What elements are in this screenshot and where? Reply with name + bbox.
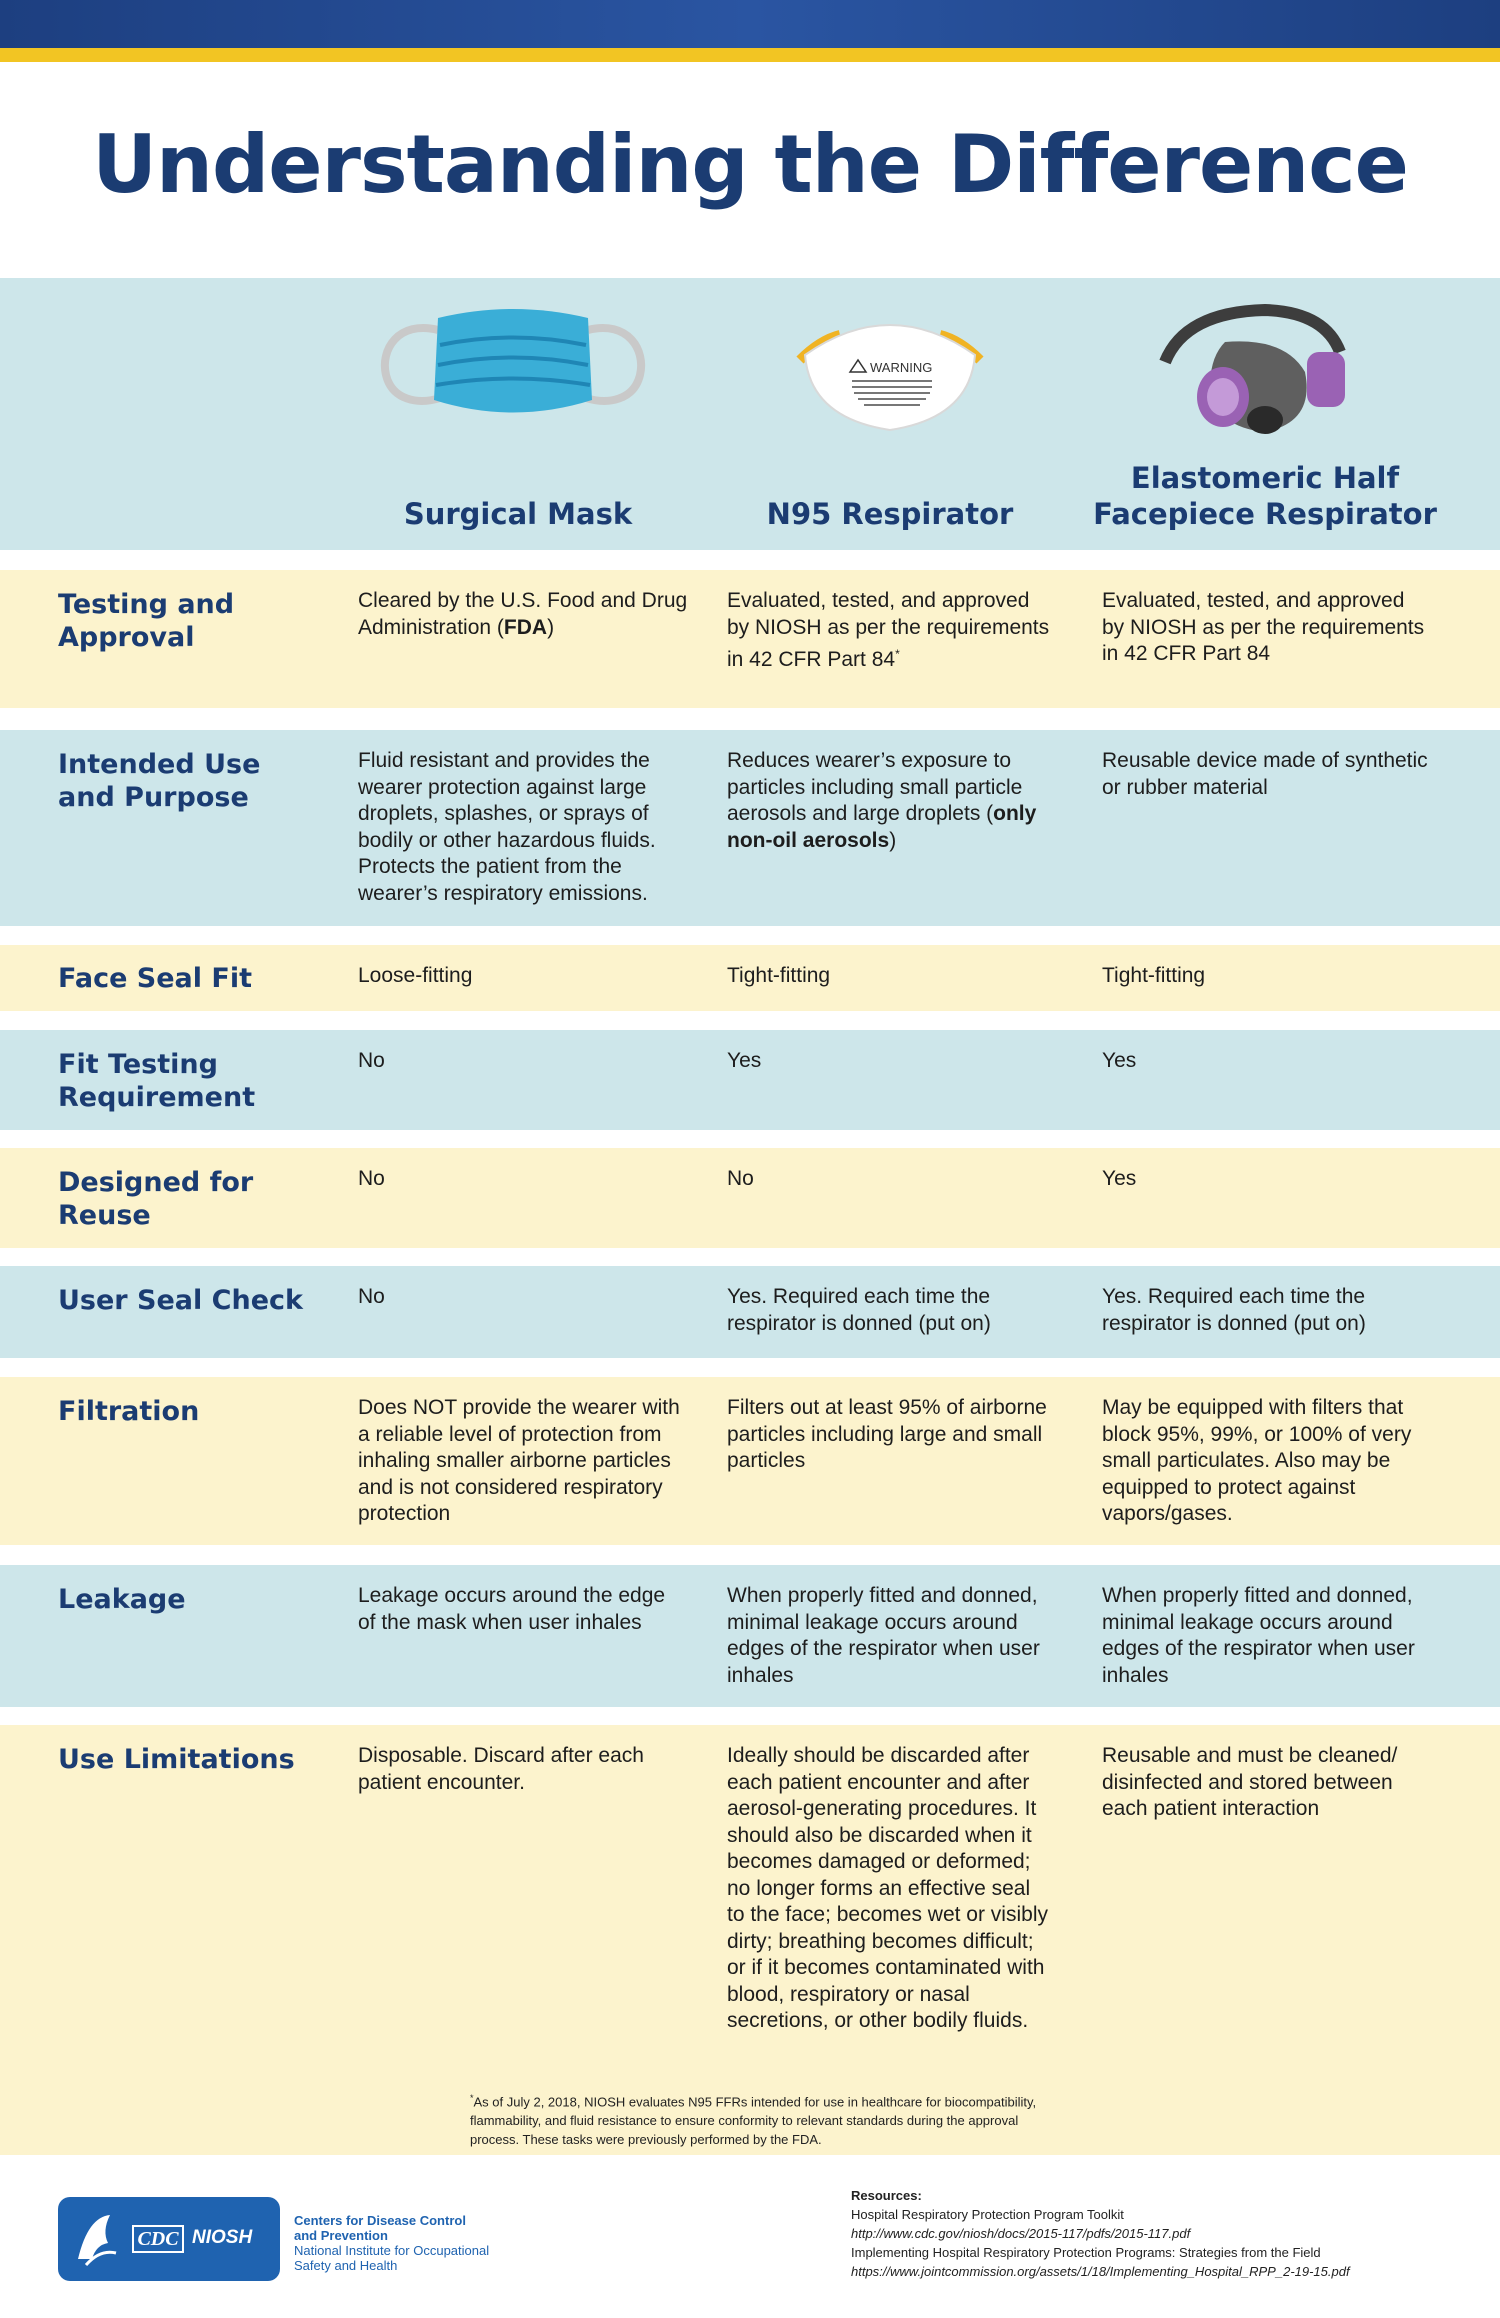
- col-header-surgical-mask: Surgical Mask: [403, 497, 633, 531]
- top-banner: [0, 0, 1500, 48]
- cell-elastomeric: Yes. Required each time the respirator is donned (put on): [1102, 1285, 1366, 1335]
- org-line: and Prevention: [294, 2228, 388, 2243]
- cell-surgical-mask: Disposable. Discard after each patient encounter.: [358, 1744, 644, 1794]
- cell-surgical-mask: Loose-fitting: [358, 964, 473, 987]
- cell-text-end: ): [889, 828, 897, 852]
- cell-n95: Tight-fitting: [727, 964, 831, 987]
- cell-n95: Ideally should be discarded after each patient encounter and after aerosol-generating procedures. It should also be discarded when it becomes damaged or deformed; no longer forms an effective seal to the face; becomes wet or visibly dirty; breathing becomes difficult; or if it becomes contaminated with blood, respiratory or nasal secretions, or other bodily fluids.: [727, 1744, 1048, 2032]
- row-label: Designed for Reuse: [58, 1167, 254, 1231]
- cell-surgical-mask: Does NOT provide the wearer with a reliable level of protection from inhaling smaller airborne particles and is not considered respiratory protection: [358, 1396, 680, 1525]
- cell-elastomeric: May be equipped with filters that block 95%, 99%, or 100% of very small particulates. Also may be equipped to protect against vapors/gases.: [1102, 1396, 1412, 1525]
- cell-elastomeric: Reusable device made of synthetic or rubber material: [1102, 749, 1428, 799]
- footnote-marker: *: [895, 647, 900, 661]
- row-testing-approval: [0, 570, 1500, 708]
- row-label: Fit Testing Requirement: [58, 1049, 256, 1113]
- row-designed-reuse: [0, 1148, 1500, 1248]
- cell-text: Reduces wearer’s exposure to particles including small particle aerosols and large droplets (: [727, 749, 1023, 825]
- cell-n95: [727, 748, 1057, 854]
- row-label: Leakage: [58, 1584, 186, 1615]
- row-label: Use Limitations: [58, 1744, 295, 1775]
- cell-n95: [727, 588, 1057, 674]
- footnote-marker: *: [470, 2093, 474, 2103]
- resource-title: Hospital Respiratory Protection Program Toolkit: [851, 2207, 1124, 2222]
- row-label: Testing and Approval: [58, 589, 235, 653]
- cell-n95: Yes: [727, 1049, 762, 1072]
- column-header-band: [0, 278, 1500, 550]
- gold-stripe: [0, 48, 1500, 62]
- row-face-seal-fit: [0, 945, 1500, 1011]
- resource-link[interactable]: http://www.cdc.gov/niosh/docs/2015-117/pdfs/2015-117.pdf: [851, 2226, 1191, 2241]
- resource-title: Implementing Hospital Respiratory Protection Programs: Strategies from the Field: [851, 2245, 1321, 2260]
- row-intended-use: [0, 730, 1500, 926]
- cell-elastomeric: Tight-fitting: [1102, 964, 1206, 987]
- cell-n95: Filters out at least 95% of airborne particles including large and small particles: [727, 1396, 1047, 1472]
- col-header-elastomeric-line1: Elastomeric Half: [1130, 461, 1400, 495]
- row-label: Face Seal Fit: [58, 963, 253, 994]
- cell-elastomeric: Evaluated, tested, and approved by NIOSH as per the requirements in 42 CFR Part 84: [1102, 589, 1425, 665]
- row-label: Intended Use and Purpose: [58, 749, 261, 813]
- footnote-text: As of July 2, 2018, NIOSH evaluates N95 FFRs intended for use in healthcare for biocompatibility, flammability, and fluid resistance to ensure conformity to relevant standards during the approval process. These tasks were previously performed by the FDA.: [470, 2094, 1037, 2148]
- niosh-logo: NIOSH: [192, 2227, 253, 2248]
- cell-elastomeric: Yes: [1102, 1049, 1137, 1072]
- footer-org-name: [294, 2213, 494, 2273]
- cell-elastomeric: When properly fitted and donned, minimal leakage occurs around edges of the respirator when user inhales: [1102, 1584, 1415, 1687]
- row-user-seal-check: [0, 1266, 1500, 1358]
- col-header-elastomeric: [1085, 460, 1445, 532]
- cell-n95: When properly fitted and donned, minimal leakage occurs around edges of the respirator when user inhales: [727, 1584, 1040, 1687]
- n95-respirator-icon: [780, 300, 1000, 440]
- row-fit-testing: [0, 1030, 1500, 1130]
- cell-bold-text: only non-oil aerosols: [727, 802, 1037, 852]
- cell-elastomeric: Yes: [1102, 1167, 1137, 1190]
- col-header-n95: N95 Respirator: [766, 497, 1014, 531]
- cell-surgical-mask: No: [358, 1167, 385, 1190]
- cell-surgical-mask: Fluid resistant and provides the wearer protection against large droplets, splashes, or sprays of bodily or other hazardous fluids. Protects the patient from the wearer’s respiratory emissions.: [358, 749, 656, 905]
- page-title: Understanding the Difference: [92, 118, 1408, 211]
- cell-text: Cleared by the U.S. Food and Drug Administration (: [358, 589, 688, 639]
- org-line: National Institute for Occupational: [294, 2243, 490, 2258]
- hhs-cdc-niosh-logo: [58, 2197, 280, 2281]
- n95-warning-label: WARNING: [870, 360, 933, 375]
- row-label: User Seal Check: [58, 1285, 303, 1316]
- cell-surgical-mask: Leakage occurs around the edge of the mask when user inhales: [358, 1584, 666, 1634]
- cell-n95: No: [727, 1167, 754, 1190]
- row-label: Filtration: [58, 1396, 200, 1427]
- cell-surgical-mask: [358, 588, 688, 641]
- cell-surgical-mask: No: [358, 1285, 385, 1308]
- cell-elastomeric: Reusable and must be cleaned/ disinfected and stored between each patient interaction: [1102, 1744, 1398, 1820]
- cell-bold-text: FDA: [503, 615, 548, 639]
- surgical-mask-icon: [378, 300, 648, 430]
- cell-surgical-mask: No: [358, 1049, 385, 1072]
- org-line: Safety and Health: [294, 2258, 398, 2273]
- org-line: Centers for Disease Control: [294, 2213, 466, 2228]
- elastomeric-respirator-icon: [1155, 302, 1375, 452]
- row-filtration: [0, 1377, 1500, 1545]
- cell-text: Evaluated, tested, and approved by NIOSH as per the requirements in 42 CFR Part 84: [727, 589, 1050, 671]
- resources-title: Resources:: [851, 2188, 922, 2203]
- resources: [851, 2186, 1471, 2281]
- row-use-limitations: [0, 1725, 1500, 2155]
- cdc-logo: CDC: [132, 2225, 184, 2253]
- row-leakage: [0, 1565, 1500, 1707]
- col-header-elastomeric-line2: Facepiece Respirator: [1093, 497, 1437, 531]
- cell-text-end: ): [547, 615, 555, 639]
- resource-link[interactable]: https://www.jointcommission.org/assets/1/18/Implementing_Hospital_RPP_2-19-15.pdf: [851, 2264, 1350, 2279]
- footnote: [470, 2089, 1070, 2149]
- cell-n95: Yes. Required each time the respirator is donned (put on): [727, 1285, 991, 1335]
